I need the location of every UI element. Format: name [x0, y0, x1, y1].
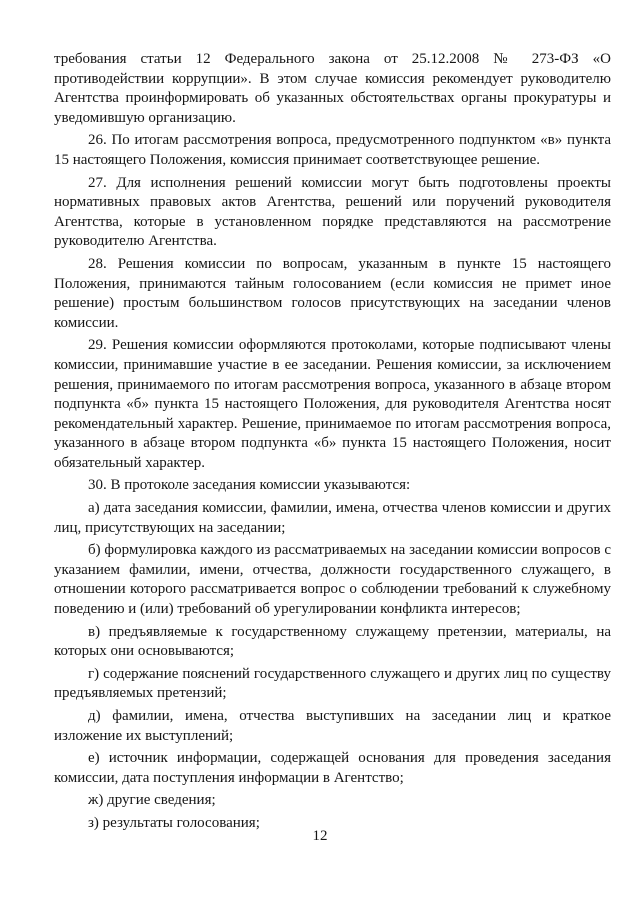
list-item-e: е) источник информации, содержащей основания для проведения заседания комиссии, дата поступления информации в Агентство; [54, 750, 611, 786]
list-item-a: а) дата заседания комиссии, фамилии, имена, отчества членов комиссии и других лиц, присутствующих на заседании; [54, 500, 611, 536]
list-item-g: г) содержание пояснений государственного служащего и других лиц по существу предъявляемых претензий; [54, 665, 611, 702]
paragraph-27: 27. Для исполнения решений комиссии могут быть подготовлены проекты нормативных правовых актов Агентства, решений или поручений руководителя Агентства, которые в установленном порядке представляются на рассмотрение руководителю Агентства. [54, 174, 611, 250]
page-number: 12 [312, 828, 328, 844]
paragraph-continuation: требования статьи 12 Федерального закона от 25.12.2008 № 273-ФЗ «О противодействии коррупции». В этом случае комиссия рекомендует руководителю Агентства проинформировать об указанных обстоятельствах органы прокуратуры и уведомившую организацию. [54, 51, 611, 126]
list-item-v: в) предъявляемые к государственному служащему претензии, материалы, на которых они основываются; [54, 623, 611, 660]
list-item-z: з) результаты голосования; [88, 814, 260, 831]
paragraph-28: 28. Решения комиссии по вопросам, указанным в пункте 15 настоящего Положения, принимаются тайным голосованием (если комиссия не примет иное решение) простым большинством голосов присутствующих на заседании членов комиссии. [54, 255, 611, 331]
list-item-b: б) формулировка каждого из рассматриваемых на заседании комиссии вопросов с указанием фамилии, имени, отчества, должности государственного служащего, в отношении которого рассматривается вопрос о соблюдении требований к служебному поведению и (или) требований об урегулировании конфликта интересов; [54, 542, 611, 618]
list-item-zh: ж) другие сведения; [88, 792, 216, 809]
paragraph-29: 29. Решения комиссии оформляются протоколами, которые подписывают члены комиссии, принимавшие участие в ее заседании. Решения комиссии, за исключением решения, принимаемого по итогам рассмотрения вопроса, указанного в абзаце втором подпункта «б» пункта 15 настоящего Положения, для руководителя Агентства носят рекомендательный характер. Решение, принимаемое по итогам рассмотрения вопроса, указанного в абзаце втором подпункта «б» пункта 15 настоящего Положения, носит обязательный характер. [54, 337, 611, 471]
document-body [54, 50, 611, 837]
list-item-d: д) фамилии, имена, отчества выступивших на заседании лиц и краткое изложение их выступлений; [54, 708, 611, 744]
paragraph-26: 26. По итогам рассмотрения вопроса, предусмотренного подпунктом «в» пункта 15 настоящего Положения, комиссия принимает соответствующее решение. [54, 132, 611, 168]
paragraph-30: 30. В протоколе заседания комиссии указываются: [88, 477, 411, 494]
